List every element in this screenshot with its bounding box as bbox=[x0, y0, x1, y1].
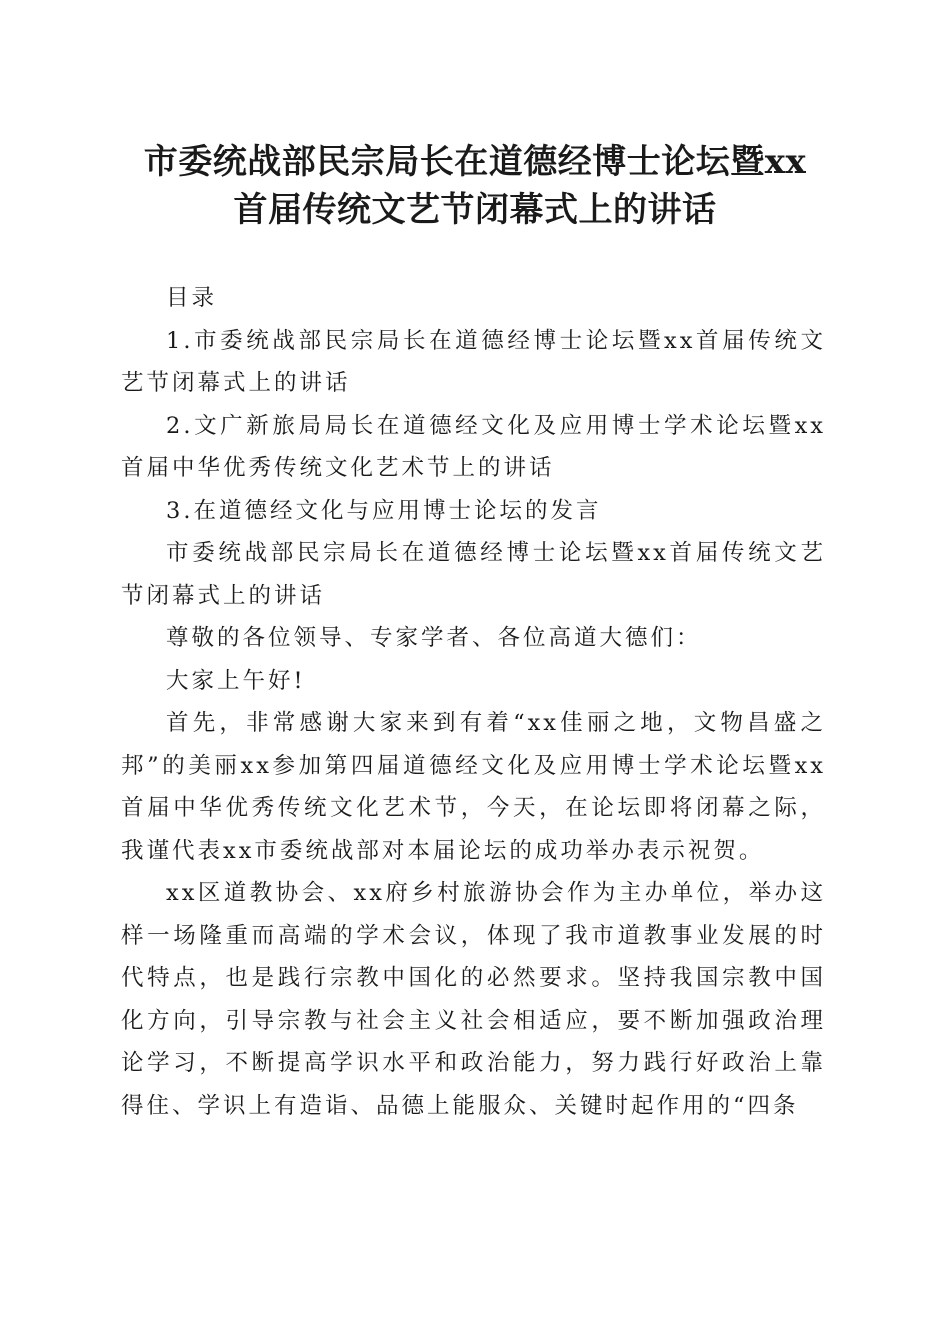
section-heading: 市委统战部民宗局长在道德经博士论坛暨xx首届传统文艺节闭幕式上的讲话 bbox=[121, 540, 826, 609]
toc-item-3: 3.在道德经文化与应用博士论坛的发言 bbox=[166, 497, 602, 524]
toc-item-2: 2.文广新旅局局长在道德经文化及应用博士学术论坛暨xx首届中华优秀传统文化艺术节上的讲话 bbox=[121, 412, 826, 481]
title-line-2: 首届传统文艺节闭幕式上的讲话 bbox=[233, 190, 717, 230]
body-paragraph: xx区道教协会、xx府乡村旅游协会作为主办单位，举办这样一场隆重而高端的学术会议，体现了我市道教事业发展的时代特点，也是践行宗教中国化的必然要求。坚持我国宗教中国化方向，引导宗教与社会主义社会相适应，要不断加强政治理论学习，不断提高学识水平和政治能力，努力践行好政治上靠得住、学识上有造诣、品德上能服众、关键时起作用的“四条 bbox=[121, 880, 826, 1119]
document-body bbox=[121, 277, 826, 1127]
toc-item-1: 1.市委统战部民宗局长在道德经博士论坛暨xx首届传统文艺节闭幕式上的讲话 bbox=[121, 327, 826, 396]
greeting: 大家上午好! bbox=[166, 667, 306, 694]
salutation: 尊敬的各位领导、专家学者、各位高道大德们： bbox=[166, 625, 702, 651]
toc-heading: 目录 bbox=[166, 285, 218, 311]
body-paragraph: 首先，非常感谢大家来到有着“xx佳丽之地，文物昌盛之邦”的美丽xx参加第四届道德经文化及应用博士学术论坛暨xx首届中华优秀传统文化艺术节，今天，在论坛即将闭幕之际，我谨代表xx市委统战部对本届论坛的成功举办表示祝贺。 bbox=[121, 710, 826, 864]
title-line-1: 市委统战部民宗局长在道德经博士论坛暨xx bbox=[143, 142, 807, 182]
document-title bbox=[100, 138, 850, 234]
